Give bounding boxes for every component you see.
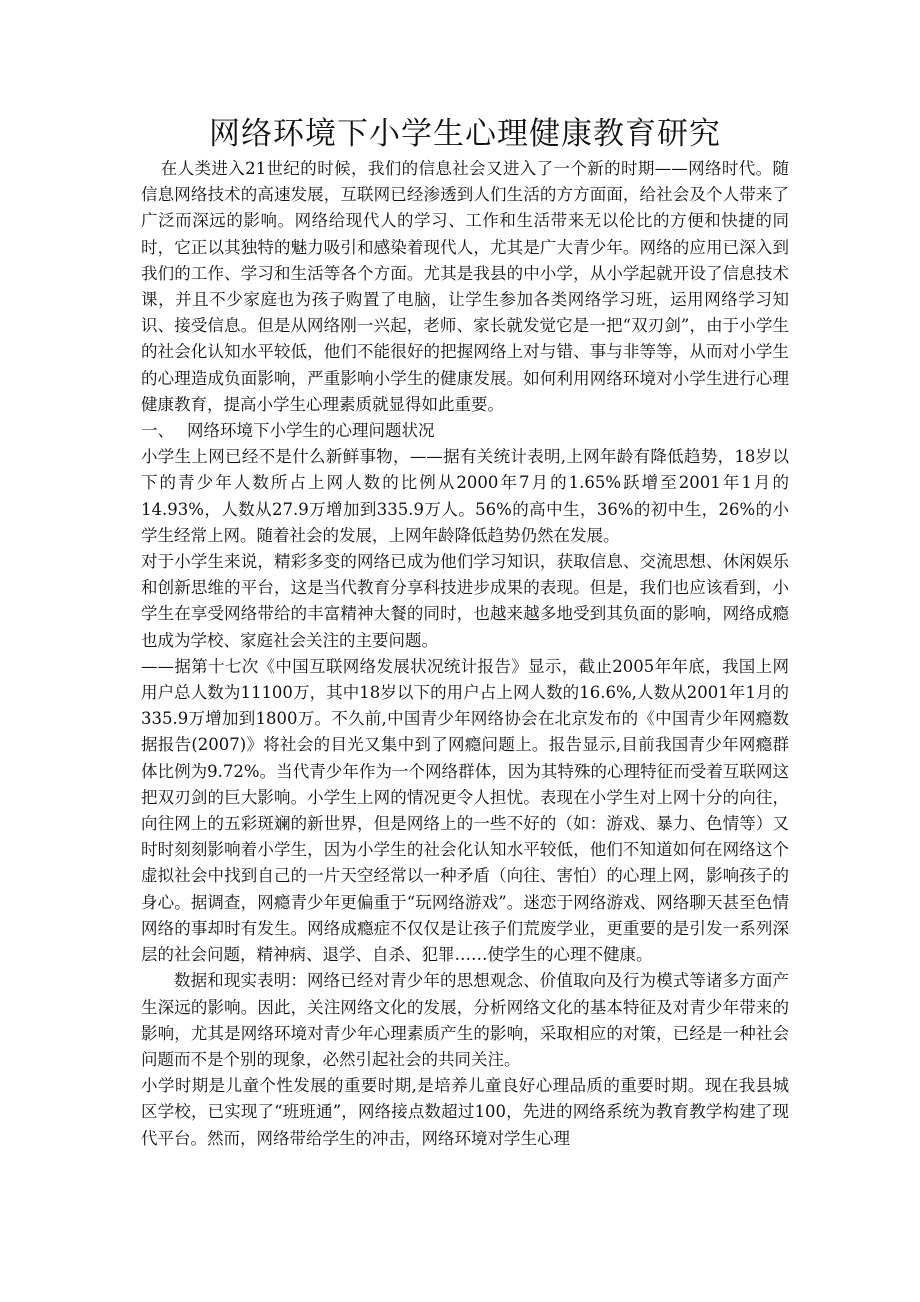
document-title: 网络环境下小学生心理健康教育研究 (209, 116, 721, 152)
body-paragraph: ——据第十七次《中国互联网络发展状况统计报告》显示，截止2005年年底，我国上网用户总人数为11100万，其中18岁以下的用户占上网人数的16.6%,人数从2001年1月的335.9万增加到1800万。不久前,中国青少年网络协会在北京发布的《中国青少年网瘾数据报告(2007)》将社会的目光又集中到了网瘾问题上。报告显示,目前我国青少年网瘾群体比例为9.72%。当代青少年作为一个网络群体，因为其特殊的心理特征而受着互联网这把双刃剑的巨大影响。小学生上网的情况更令人担忧。表现在小学生对上网十分的向往，向往网上的五彩斑斓的新世界，但是网络上的一些不好的（如：游戏、暴力、色情等）又时时刻刻影响着小学生，因为小学生的社会化认知水平较低，他们不知道如何在网络这个虚拟社会中找到自己的一片天空经常以一种矛盾（向往、害怕）的心理上网，影响孩子的身心。据调查，网瘾青少年更偏重于“玩网络游戏”。迷恋于网络游戏、网络聊天甚至色情网络的事却时有发生。网络成瘾症不仅仅是让孩子们荒废学业，更重要的是引发一系列深层的社会问题，精神病、退学、自杀、犯罪……使学生的心理不健康。 (141, 656, 789, 965)
document-page (141, 112, 789, 1152)
body-paragraph: 小学生上网已经不是什么新鲜事物，——据有关统计表明,上网年龄有降低趋势，18岁以下的青少年人数所占上网人数的比例从2000年7月的1.65%跃增至2001年1月的14.93%，人数从27.9万增加到335.9万人。56%的高中生，36%的初中生，26%的小学生经常上网。随着社会的发展，上网年龄降低趋势仍然在发展。 (141, 447, 789, 545)
section-heading (141, 418, 789, 444)
body-paragraph: 小学时期是儿童个性发展的重要时期,是培养儿童良好心理品质的重要时期。现在我县城区学校，已实现了“班班通”，网络接点数超过100，先进的网络系统为教育教学构建了现代平台。然而，网络带给学生的冲击，网络环境对学生心理 (141, 1076, 789, 1148)
body-paragraph: 对于小学生来说，精彩多变的网络已成为他们学习知识，获取信息、交流思想、休闲娱乐和创新思维的平台，这是当代教育分享科技进步成果的表现。但是，我们也应该看到，小学生在享受网络带给的丰富精神大餐的同时，也越来越多地受到其负面的影响，网络成瘾也成为学校、家庭社会关注的主要问题。 (141, 552, 789, 650)
intro-paragraph: 在人类进入21世纪的时候，我们的信息社会又进入了一个新的时期——网络时代。随信息网络技术的高速发展，互联网已经渗透到人们生活的方方面面，给社会及个人带来了广泛而深远的影响。网络给现代人的学习、工作和生活带来无以伦比的方便和快捷的同时，它正以其独特的魅力吸引和感染着现代人，尤其是广大青少年。网络的应用已深入到我们的工作、学习和生活等各个方面。尤其是我县的中小学，从小学起就开设了信息技术课，并且不少家庭也为孩子购置了电脑，让学生参加各类网络学习班，运用网络学习知识、接受信息。但是从网络刚一兴起，老师、家长就发觉它是一把“双刃剑”，由于小学生的社会化认知水平较低，他们不能很好的把握网络上对与错、事与非等等，从而对小学生的心理造成负面影响，严重影响小学生的健康发展。如何利用网络环境对小学生进行心理健康教育，提高小学生心理素质就显得如此重要。 (141, 159, 789, 414)
section-title: 网络环境下小学生的心理问题状况 (187, 421, 435, 441)
body-paragraph: 数据和现实表明：网络已经对青少年的思想观念、价值取向及行为模式等诸多方面产生深远的影响。因此，关注网络文化的发展，分析网络文化的基本特征及对青少年带来的影响，尤其是网络环境对青少年心理素质产生的影响，采取相应的对策，已经是一种社会问题而不是个别的现象，必然引起社会的共同关注。 (141, 971, 789, 1069)
section-number: 一、 (141, 421, 174, 441)
